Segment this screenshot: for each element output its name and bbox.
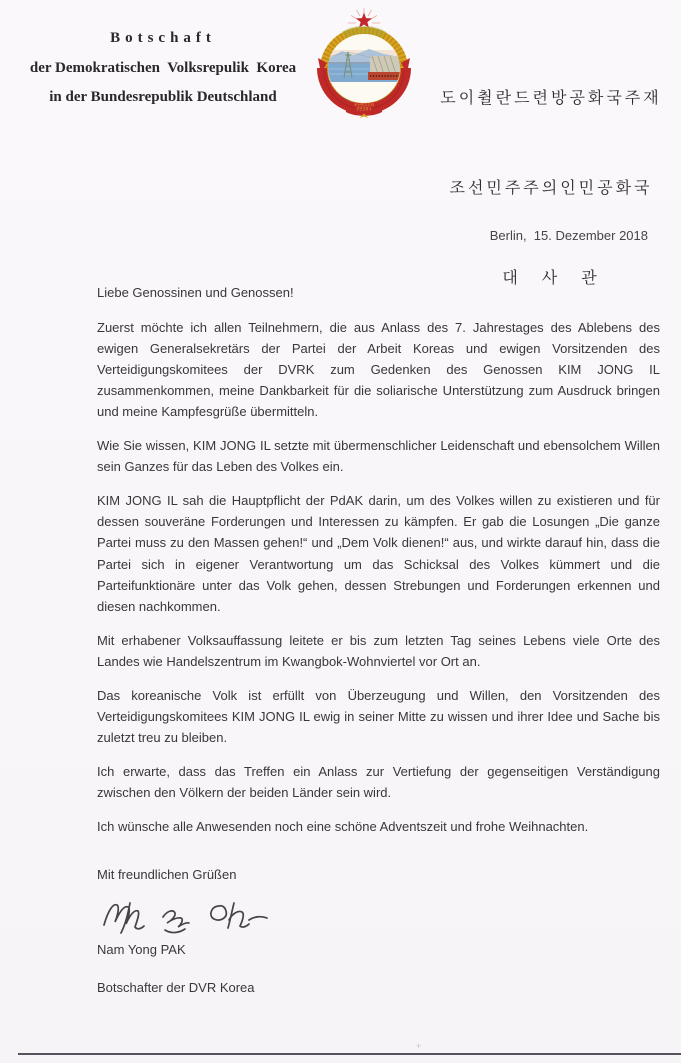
scan-registration-mark: + bbox=[416, 1041, 422, 1051]
paragraph-1: Zuerst möchte ich allen Teilnehmern, die aus Anlass des 7. Jahrestages des Ablebens des ewigen Generalsekretärs der Partei der Arbeit Koreas und ewigen Vorsitzenden des Verteidigungskomitees der DVRK zum Gedenken des Genossen KIM JONG IL zusammenkommen, meine Dankbarkeit für die soliarische Unterstützung zum Ausdruck bringen und meine Kampfesgrüße übermitteln. bbox=[97, 320, 660, 420]
dateline: Berlin, 15. Dezember 2018 bbox=[489, 228, 648, 243]
paragraph-6: Ich erwarte, dass das Treffen ein Anlass zur Vertiefung der gegenseitigen Verständigung zwischen den Völkern der beiden Länder sein wird. bbox=[97, 763, 660, 800]
korean-line-1: 도이췰란드련방공화국주재 bbox=[440, 90, 662, 107]
letterhead-line-botschaft: Botschaft bbox=[110, 30, 216, 46]
ribbon-text-line1: 조선민주주의 bbox=[354, 103, 374, 107]
paragraph-3: KIM JONG IL sah die Hauptpflicht der PdAK darin, um des Volkes willen zu existieren und für dessen souveräne Forderungen und Interessen zu kämpfen. Er gab die Losungen „Die ganze Partei muss zu den Massen gehen!“ und „Dem Volk dienen!“ aus, und wirkte darauf hin, dass die Partei sich in eigener Verantwortung um das Schicksal des Volkes kümmert und die Parteifunktionäre unter das Volk gehen, dessen Strebungen und Forderungen erkennen und diesen nachkommen. bbox=[97, 493, 660, 614]
closing-phrase: Mit freundlichen Grüßen bbox=[97, 867, 237, 883]
scan-edge-line bbox=[18, 1053, 681, 1055]
ribbon-text-line2: 인민공화국 bbox=[356, 107, 372, 112]
letterhead-german bbox=[14, 30, 312, 106]
korean-line-3: 대 사 관 bbox=[502, 270, 600, 287]
paragraph-5: Das koreanische Volk ist erfüllt von Überzeugung und Willen, den Vorsitzenden des Verteidigungskomitees KIM JONG IL ewig in seiner Mitte zu wissen und ihrer Idee und Sache bis zuletzt treu zu bleiben. bbox=[97, 687, 660, 745]
handwritten-signature bbox=[99, 891, 279, 937]
salutation: Liebe Genossinen und Genossen! bbox=[97, 285, 294, 300]
korean-line-2: 조선민주주의인민공화국 bbox=[449, 180, 653, 197]
letterhead-line-germany: in der Bundesrepublik Deutschland bbox=[49, 89, 277, 105]
dprk-national-emblem-icon bbox=[314, 6, 414, 118]
letter-body bbox=[97, 282, 660, 998]
red-star-icon bbox=[356, 13, 372, 28]
signature-name: Nam Yong PAK bbox=[97, 942, 186, 958]
paragraph-7: Ich wünsche alle Anwesenden noch eine schöne Adventszeit und frohe Weihnachten. bbox=[97, 818, 589, 834]
letterhead-line-country: der Demokratischen Volksrepulik Korea bbox=[29, 60, 297, 76]
signature-title: Botschafter der DVR Korea bbox=[97, 980, 255, 996]
dam-scene bbox=[328, 49, 402, 82]
paragraph-4: Mit erhabener Volksauffassung leitete er bis zum letzten Tag seines Lebens viele Orte des Landes wie Handelszentrum im Kwangbok-Wohnviertel vor Ort an. bbox=[97, 632, 660, 669]
paragraph-2: Wie Sie wissen, KIM JONG IL setzte mit übermenschlicher Leidenschaft und ebensolchem Willen sein Ganzes für das Leben des Volkes ein. bbox=[97, 438, 660, 475]
emblem-svg bbox=[314, 6, 414, 118]
